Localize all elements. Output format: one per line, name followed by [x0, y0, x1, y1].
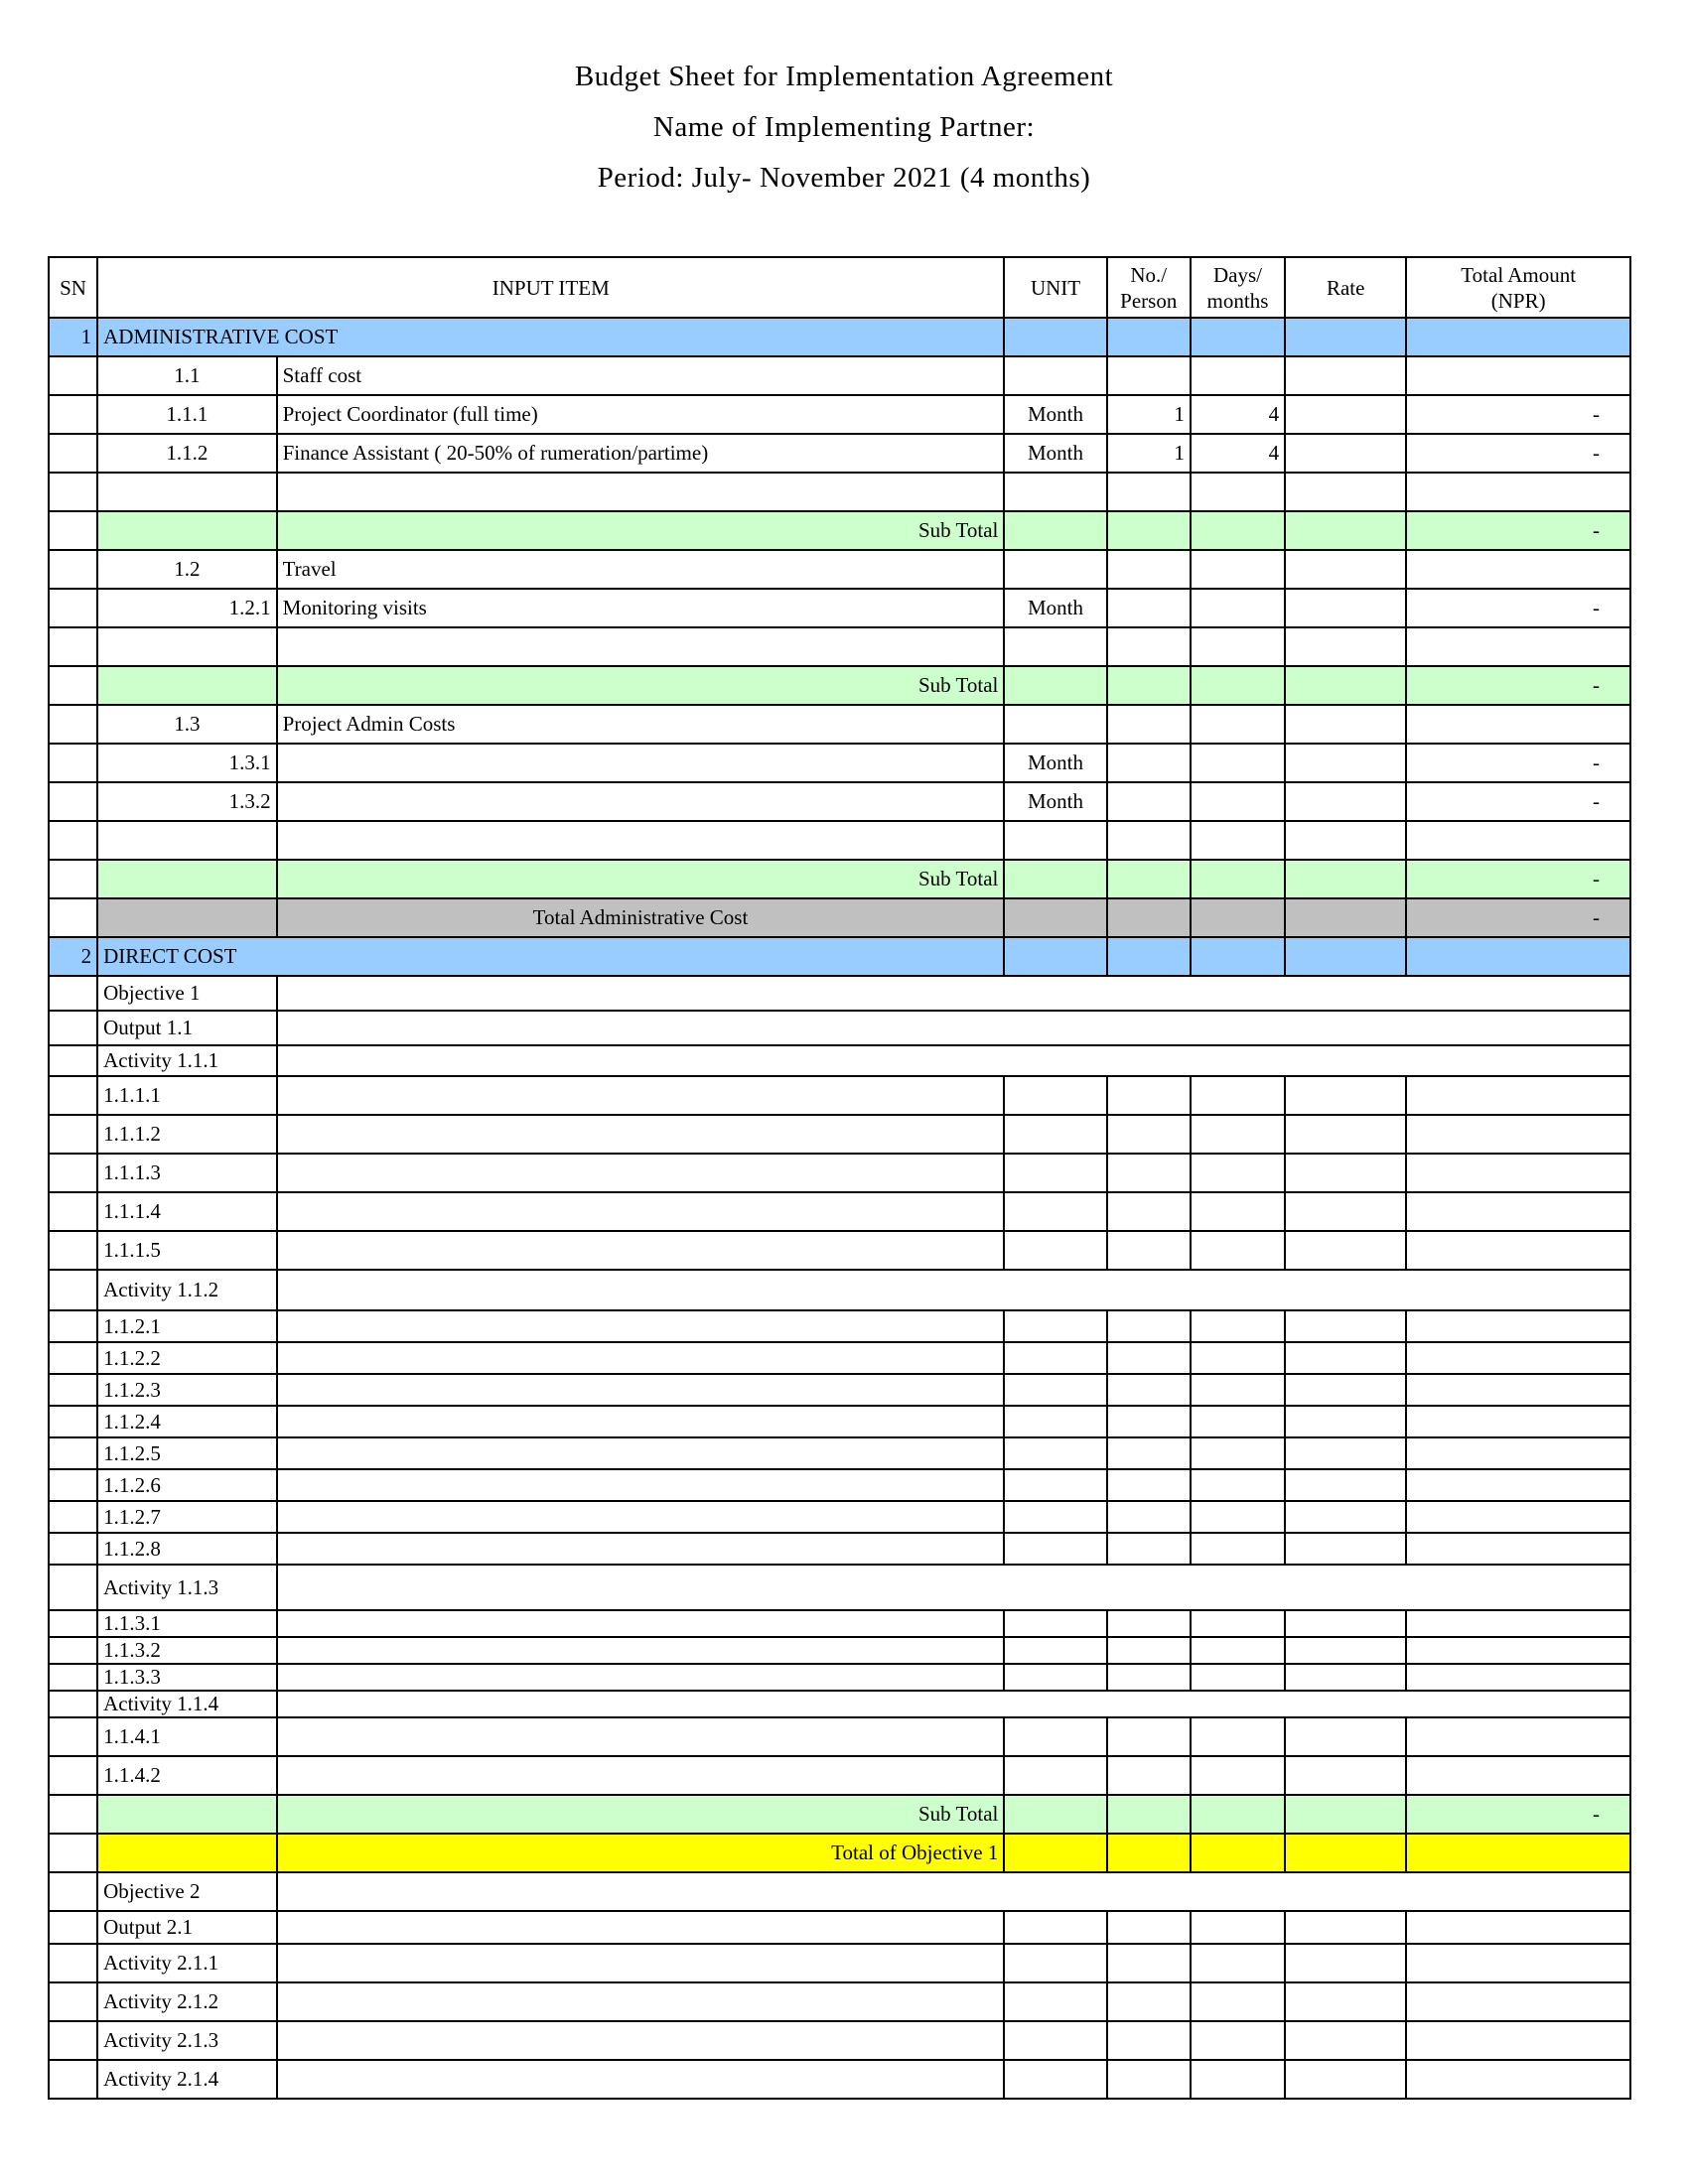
activity-label: Activity 2.1.4: [97, 2060, 276, 2099]
item-unit: Month: [1004, 782, 1106, 821]
activity-row: [49, 2021, 1630, 2060]
section-title: ADMINISTRATIVE COST: [97, 318, 1004, 356]
list-item: [49, 1756, 1630, 1795]
item-label: Travel: [277, 550, 1005, 589]
output-row: [49, 1011, 1630, 1045]
activity-label: Activity 2.1.2: [97, 1982, 276, 2021]
item-code: 1.1.1.2: [97, 1115, 276, 1154]
list-item: [49, 1637, 1630, 1664]
subtotal-label: Sub Total: [277, 1795, 1005, 1834]
objective-row: [49, 1872, 1630, 1911]
activity-row: [49, 1565, 1630, 1610]
list-item: [49, 1374, 1630, 1406]
list-item: [49, 1717, 1630, 1756]
col-header-input-item: INPUT ITEM: [97, 257, 1004, 318]
list-item: [49, 1664, 1630, 1691]
item-code: 1.1.2.7: [97, 1501, 276, 1533]
activity-label: Activity 1.1.2: [97, 1270, 276, 1310]
list-item: [49, 1231, 1630, 1270]
col-header-days-months: Days/ months: [1191, 257, 1285, 318]
objective-total-row: [49, 1834, 1630, 1872]
item-unit: Month: [1004, 744, 1106, 782]
empty-row: [49, 821, 1630, 860]
list-item: [49, 1610, 1630, 1637]
list-item: [49, 1342, 1630, 1374]
item-label: Monitoring visits: [277, 589, 1005, 627]
list-item: [49, 1406, 1630, 1437]
item-code: 1.1.2.4: [97, 1406, 276, 1437]
activity-row: [49, 1045, 1630, 1076]
table-row: [49, 550, 1630, 589]
list-item: [49, 1310, 1630, 1342]
period-line: Period: July- November 2021 (4 months): [597, 162, 1091, 194]
total-admin-label: Total Administrative Cost: [277, 898, 1005, 937]
list-item: [49, 1469, 1630, 1501]
activity-row: [49, 1944, 1630, 1982]
item-code: 1.1.3.2: [97, 1637, 276, 1664]
col-header-total-amount: Total Amount (NPR): [1406, 257, 1630, 318]
section-sn: 2: [49, 937, 97, 976]
subtotal-row: [49, 511, 1630, 550]
subtotal-value: -: [1406, 666, 1630, 705]
subtotal-value: -: [1406, 511, 1630, 550]
col-header-no-person: No./ Person: [1107, 257, 1191, 318]
subtotal-row: [49, 666, 1630, 705]
activity-label: Activity 1.1.4: [97, 1691, 276, 1717]
objective-title: Objective 1: [97, 976, 276, 1011]
list-item: [49, 1437, 1630, 1469]
objective-title: Objective 2: [97, 1872, 276, 1911]
list-item: [49, 1076, 1630, 1115]
item-total: -: [1406, 782, 1630, 821]
item-total: -: [1406, 744, 1630, 782]
item-code: 1.1: [97, 356, 276, 395]
item-code: 1.1.2.3: [97, 1374, 276, 1406]
subtotal-row: [49, 860, 1630, 898]
item-code: 1.3: [97, 705, 276, 744]
item-no-person: 1: [1107, 434, 1191, 473]
table-row: [49, 744, 1630, 782]
section-row-administrative: [49, 318, 1630, 356]
budget-table: [48, 256, 1631, 2100]
item-code: 1.1.1.5: [97, 1231, 276, 1270]
item-code: 1.1.4.2: [97, 1756, 276, 1795]
item-code: 1.2.1: [97, 589, 276, 627]
col-header-unit: UNIT: [1004, 257, 1106, 318]
activity-label: Activity 2.1.3: [97, 2021, 276, 2060]
table-header-row: [49, 257, 1630, 318]
list-item: [49, 1501, 1630, 1533]
section-sn: 1: [49, 318, 97, 356]
item-code: 1.1.2.8: [97, 1533, 276, 1565]
table-row: [49, 356, 1630, 395]
item-label: Project Admin Costs: [277, 705, 1005, 744]
table-row: [49, 589, 1630, 627]
item-code: 1.1.2.1: [97, 1310, 276, 1342]
activity-row: [49, 1982, 1630, 2021]
objective-total-label: Total of Objective 1: [277, 1834, 1005, 1872]
subtotal-label: Sub Total: [277, 860, 1005, 898]
activity-label: Activity 1.1.3: [97, 1565, 276, 1610]
item-code: 1.1.2.2: [97, 1342, 276, 1374]
list-item: [49, 1154, 1630, 1192]
output-row: [49, 1911, 1630, 1944]
list-item: [49, 1533, 1630, 1565]
activity-row: [49, 1691, 1630, 1717]
item-code: 1.1.2.5: [97, 1437, 276, 1469]
item-unit: Month: [1004, 589, 1106, 627]
item-code: 1.1.4.1: [97, 1717, 276, 1756]
activity-label: Activity 1.1.1: [97, 1045, 276, 1076]
subtotal-value: -: [1406, 1795, 1630, 1834]
col-header-sn: SN: [49, 257, 97, 318]
item-code: 1.1.2: [97, 434, 276, 473]
item-code: 1.3.1: [97, 744, 276, 782]
item-label: Project Coordinator (full time): [277, 395, 1005, 434]
total-admin-row: [49, 898, 1630, 937]
item-days: 4: [1191, 434, 1285, 473]
objective-row: [49, 976, 1630, 1011]
subtotal-label: Sub Total: [277, 511, 1005, 550]
table-row: [49, 705, 1630, 744]
output-label: Output 2.1: [97, 1911, 276, 1944]
item-code: 1.1.1.3: [97, 1154, 276, 1192]
section-row-direct: [49, 937, 1630, 976]
item-code: 1.3.2: [97, 782, 276, 821]
activity-label: Activity 2.1.1: [97, 1944, 276, 1982]
item-code: 1.1.1.4: [97, 1192, 276, 1231]
activity-row: [49, 1270, 1630, 1310]
subtotal-value: -: [1406, 860, 1630, 898]
table-row: [49, 395, 1630, 434]
item-code: 1.1.3.3: [97, 1664, 276, 1691]
item-no-person: 1: [1107, 395, 1191, 434]
activity-row: [49, 2060, 1630, 2099]
section-title: DIRECT COST: [97, 937, 1004, 976]
partner-name-line: Name of Implementing Partner:: [652, 111, 1036, 143]
item-total: -: [1406, 395, 1630, 434]
item-code: 1.1.2.6: [97, 1469, 276, 1501]
empty-row: [49, 473, 1630, 511]
item-total: -: [1406, 434, 1630, 473]
item-code: 1.1.1: [97, 395, 276, 434]
list-item: [49, 1115, 1630, 1154]
item-label: Finance Assistant ( 20-50% of rumeration/partime): [277, 434, 1005, 473]
item-code: 1.1.3.1: [97, 1610, 276, 1637]
empty-row: [49, 627, 1630, 666]
item-unit: Month: [1004, 434, 1106, 473]
document-header: [0, 52, 1688, 204]
subtotal-row: [49, 1795, 1630, 1834]
table-row: [49, 782, 1630, 821]
total-admin-value: -: [1406, 898, 1630, 937]
item-code: 1.2: [97, 550, 276, 589]
table-row: [49, 434, 1630, 473]
output-label: Output 1.1: [97, 1011, 276, 1045]
item-days: 4: [1191, 395, 1285, 434]
document-title: Budget Sheet for Implementation Agreement: [574, 61, 1114, 92]
col-header-rate: Rate: [1285, 257, 1406, 318]
item-code: 1.1.1.1: [97, 1076, 276, 1115]
item-label: Staff cost: [277, 356, 1005, 395]
item-unit: Month: [1004, 395, 1106, 434]
list-item: [49, 1192, 1630, 1231]
item-total: -: [1406, 589, 1630, 627]
subtotal-label: Sub Total: [277, 666, 1005, 705]
